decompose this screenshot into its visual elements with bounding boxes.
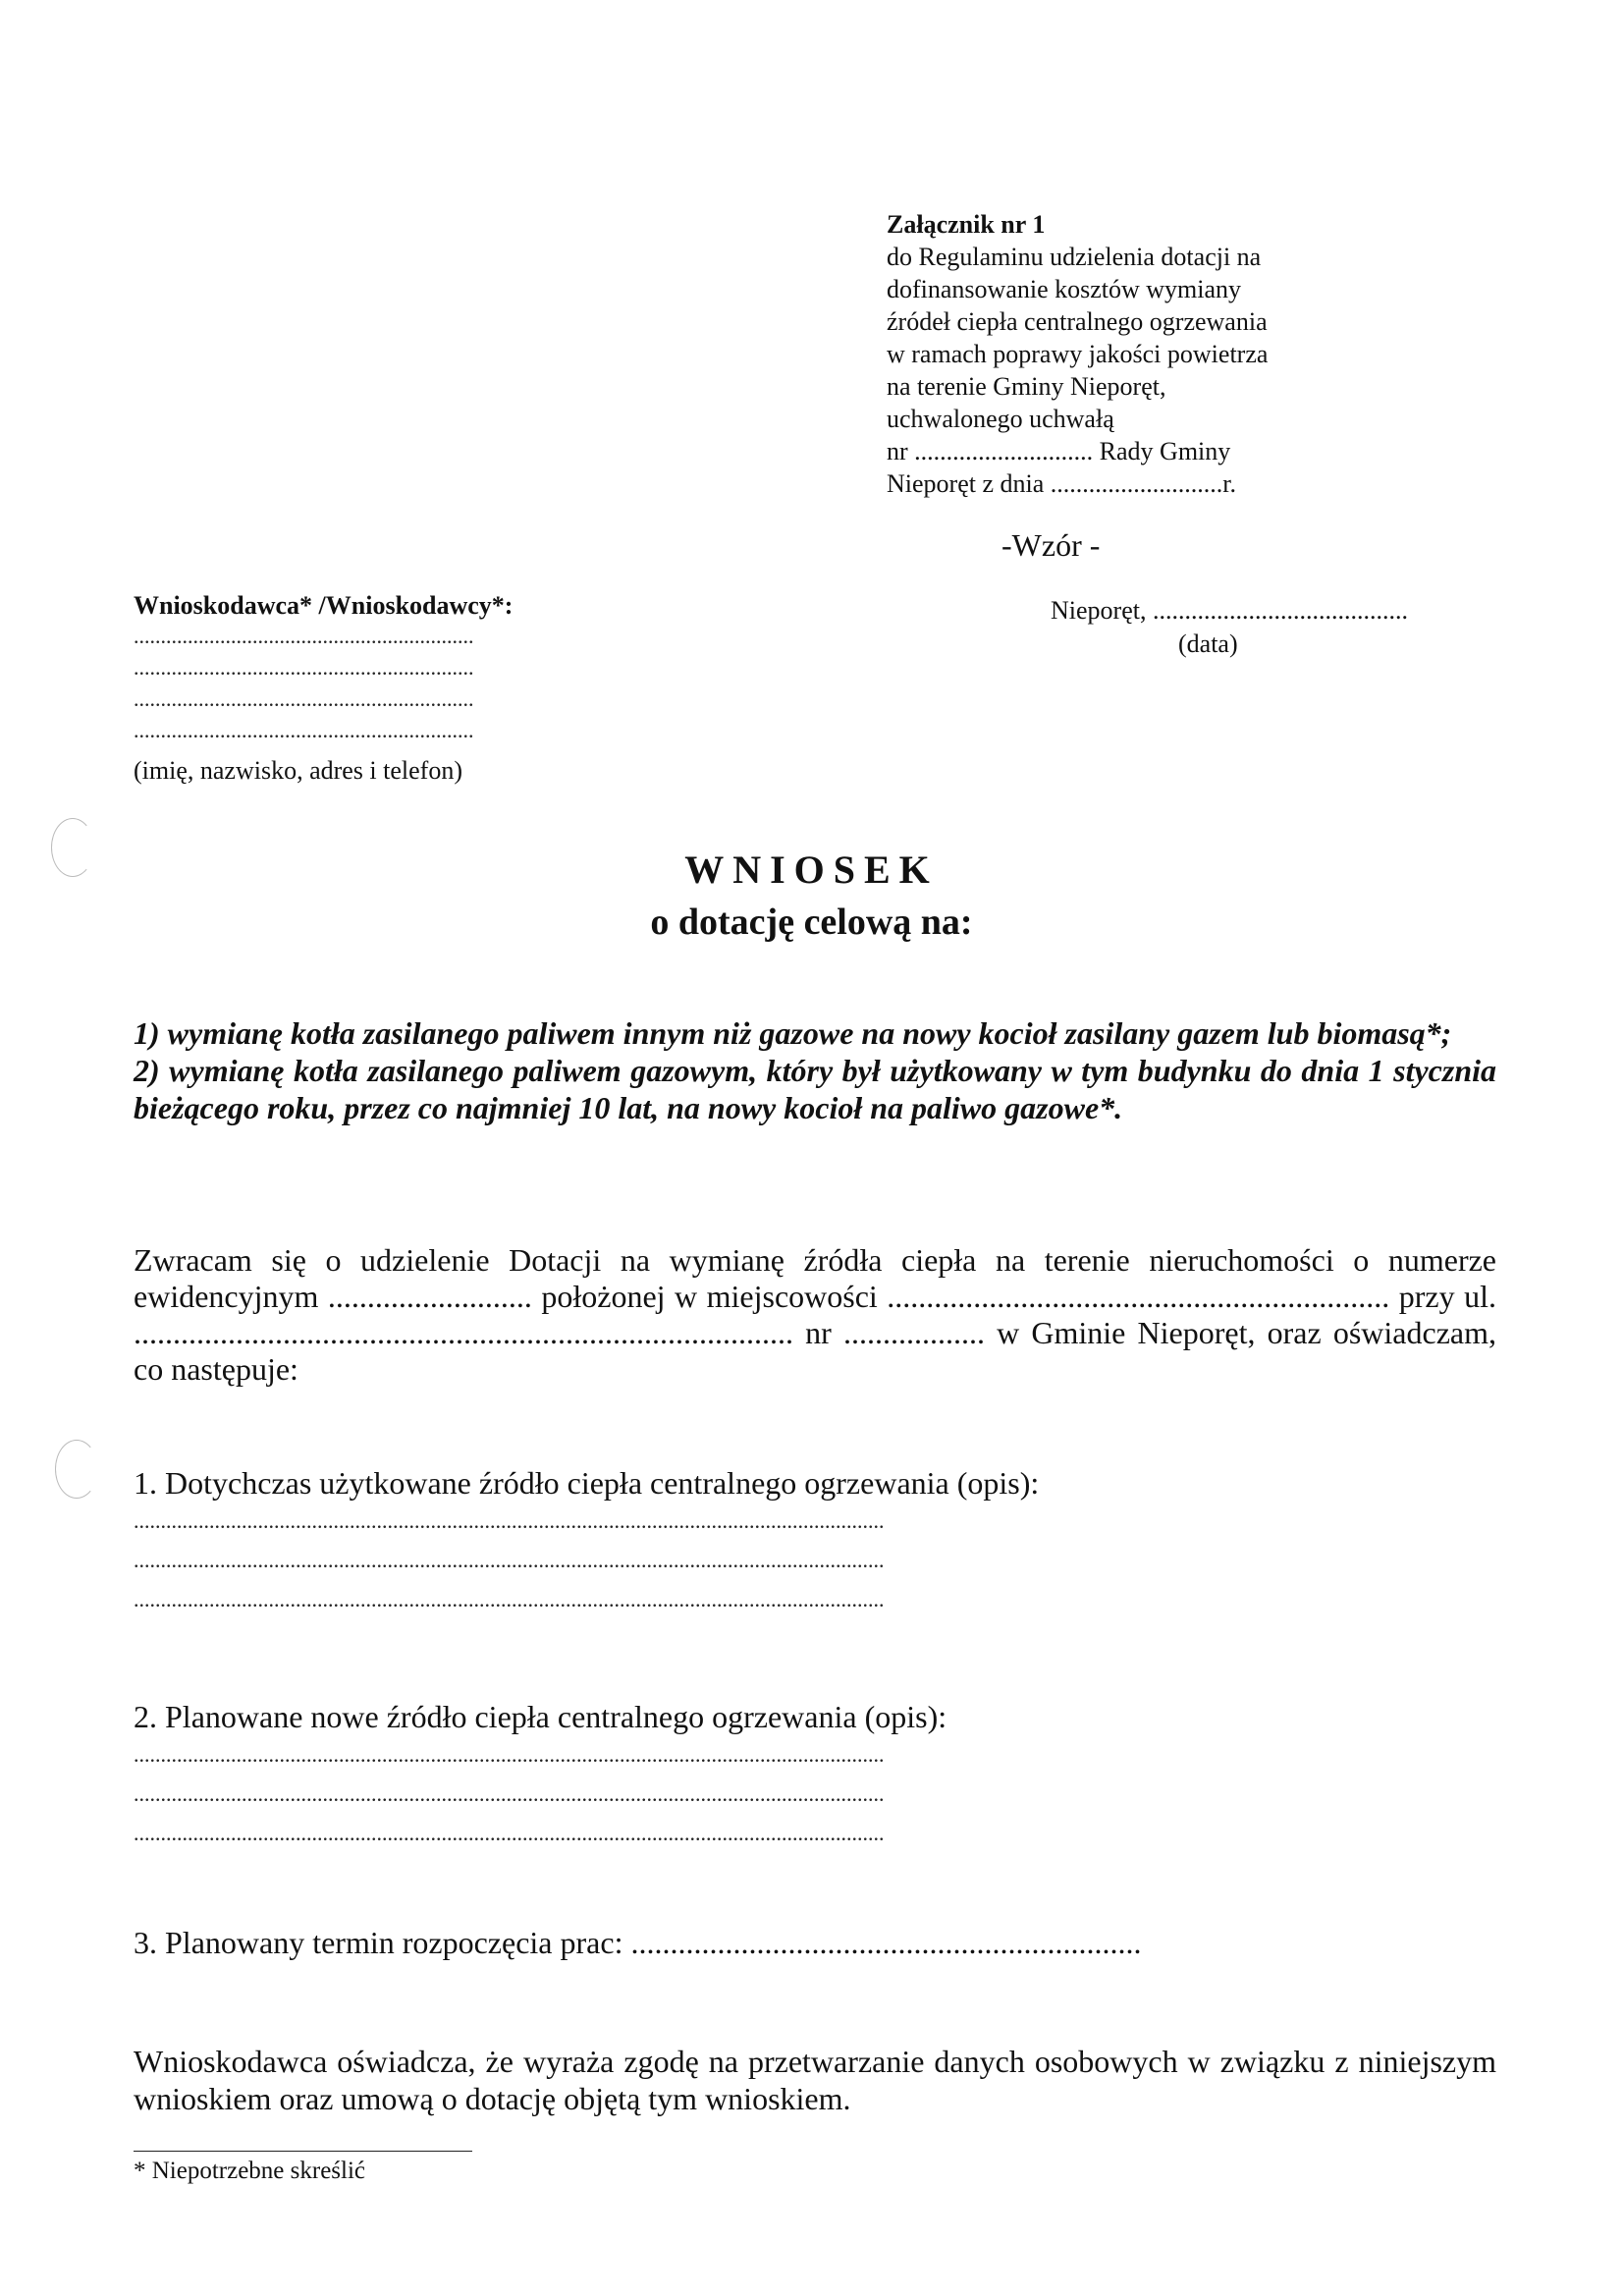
annex-line: na terenie Gminy Nieporęt, bbox=[887, 372, 1166, 401]
document-title bbox=[0, 847, 1623, 944]
description-field[interactable]: ........................................................................................................................................... bbox=[134, 1587, 885, 1612]
section-start-date bbox=[134, 1925, 1439, 1961]
request-paragraph bbox=[134, 1242, 1496, 1388]
applicant-label: Wnioskodawca* /Wnioskodawcy*: bbox=[134, 591, 514, 620]
list-item: 1) wymianę kotła zasilanego paliwem innym niż gazowe na nowy kocioł zasilany gazem lub biomasą*; bbox=[134, 1015, 1452, 1051]
section-new-heat-source bbox=[134, 1699, 1439, 1853]
description-field[interactable]: ........................................................................................................................................... bbox=[134, 1508, 885, 1533]
section-label: 2. Planowane nowe źródło ciepła centralnego ogrzewania (opis): bbox=[134, 1699, 947, 1734]
applicant-field[interactable]: ............................................................... bbox=[134, 686, 474, 711]
title-main: WNIOSEK bbox=[684, 847, 939, 892]
description-field[interactable]: ........................................................................................................................................... bbox=[134, 1821, 885, 1845]
annex-line: w ramach poprawy jakości powietrza bbox=[887, 340, 1269, 368]
title-sub: o dotację celową na: bbox=[650, 902, 973, 943]
annex-line: źródeł ciepła centralnego ogrzewania bbox=[887, 307, 1268, 336]
applicant-caption: (imię, nazwisko, adres i telefon) bbox=[134, 756, 462, 785]
applicant-block bbox=[134, 591, 585, 786]
date-caption: (data) bbox=[1178, 629, 1238, 658]
applicant-field[interactable]: ............................................................... bbox=[134, 624, 474, 648]
date-block bbox=[1051, 596, 1408, 659]
annex-line: dofinansowanie kosztów wymiany bbox=[887, 275, 1242, 303]
footnote-divider bbox=[134, 2151, 472, 2152]
section-label: 1. Dotychczas użytkowane źródło ciepła centralnego ogrzewania (opis): bbox=[134, 1465, 1040, 1501]
list-item: 2) wymianę kotła zasilanego paliwem gazowym, który był użytkowany w tym budynku do dnia 1 stycznia bieżącego roku, przez co najmniej 10 lat, na nowy kocioł na paliwo gazowe*. bbox=[134, 1053, 1496, 1125]
start-date-field[interactable]: 3. Planowany termin rozpoczęcia prac: ................................................................. bbox=[134, 1925, 1142, 1960]
date-field[interactable]: Nieporęt, ........................................ bbox=[1051, 596, 1408, 625]
section-current-heat-source bbox=[134, 1465, 1439, 1619]
annex-line: do Regulaminu udzielenia dotacji na bbox=[887, 243, 1262, 271]
footnote: * Niepotrzebne skreślić bbox=[134, 2158, 366, 2184]
annex-line: uchwalonego uchwałą bbox=[887, 405, 1114, 433]
description-field[interactable]: ........................................................................................................................................... bbox=[134, 1781, 885, 1806]
request-text: Zwracam się o udzielenie Dotacji na wymianę źródła ciepła na terenie nieruchomości o numerze ewidencyjnym .......................... położonej w miejscowości ................................................................ przy ul. .................................................................................... nr .................. w Gminie Nieporęt, oraz oświadczam, co następuje: bbox=[134, 1242, 1496, 1387]
annex-line: nr ............................ Rady Gminy bbox=[887, 437, 1231, 465]
applicant-field[interactable]: ............................................................... bbox=[134, 655, 474, 680]
template-label: -Wzór - bbox=[1001, 527, 1101, 563]
applicant-field[interactable]: ............................................................... bbox=[134, 718, 474, 742]
consent-statement: Wnioskodawca oświadcza, że wyraża zgodę na przetwarzanie danych osobowych w związku z niniejszym wnioskiem oraz umową o dotację objętą tym wnioskiem. bbox=[134, 2044, 1496, 2116]
description-field[interactable]: ........................................................................................................................................... bbox=[134, 1742, 885, 1767]
description-field[interactable]: ........................................................................................................................................... bbox=[134, 1548, 885, 1572]
annex-title: Załącznik nr 1 bbox=[887, 210, 1046, 239]
annex-line: Nieporęt z dnia ...........................r. bbox=[887, 469, 1236, 498]
grant-purpose-list bbox=[134, 1014, 1496, 1126]
punch-hole-mark bbox=[55, 1440, 98, 1499]
annex-header bbox=[887, 208, 1397, 500]
